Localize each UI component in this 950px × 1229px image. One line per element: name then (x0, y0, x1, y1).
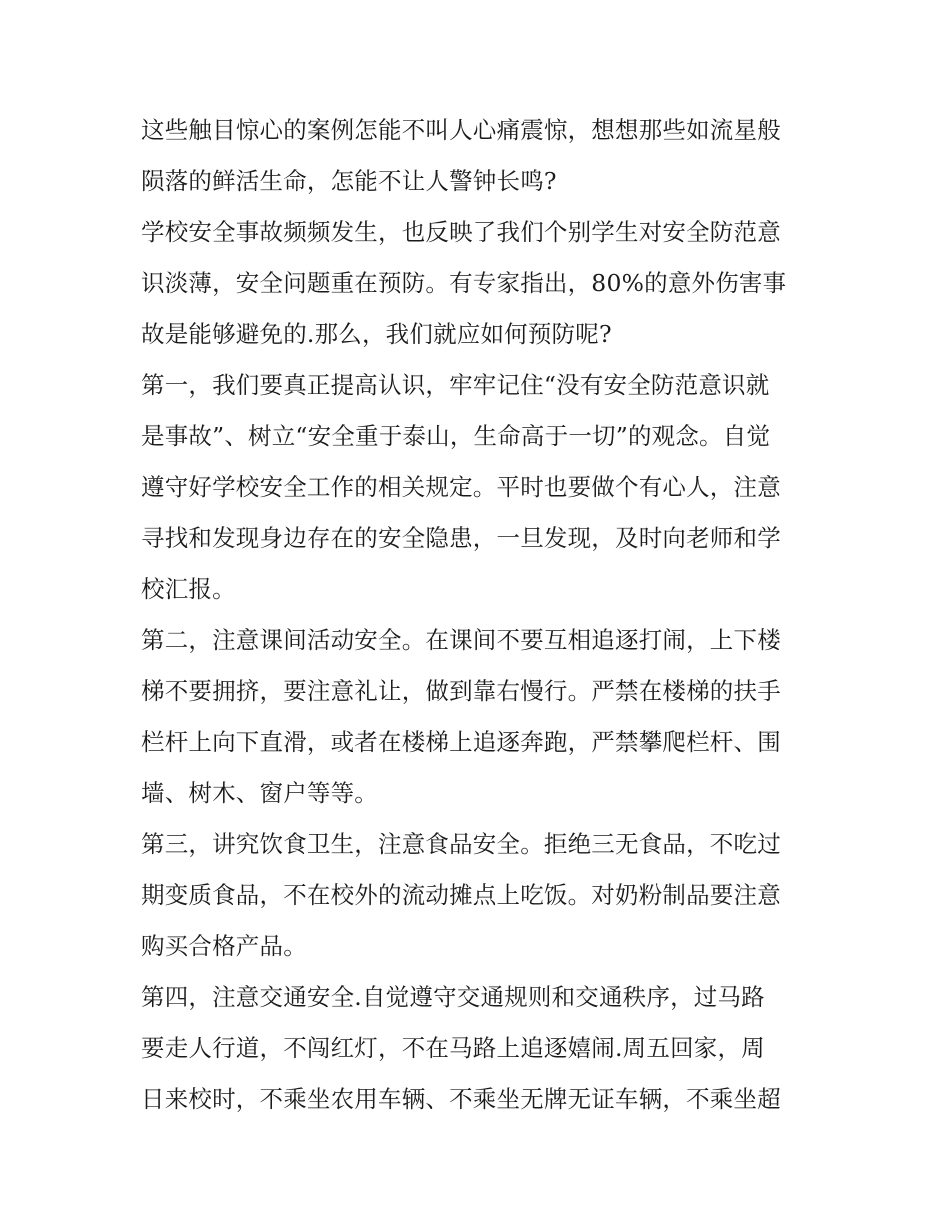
text-line: 第一，我们要真正提高认识，牢牢记住“没有安全防范意识就 (141, 371, 770, 399)
text-line: 这些触目惊心的案例怎能不叫人心痛震惊，想想那些如流星般 (141, 116, 781, 144)
text-line: 遵守好学校安全工作的相关规定。平时也要做个有心人，注意 (141, 473, 781, 501)
text-line: 要走人行道，不闯红灯，不在马路上追逐嬉闹.周五回家，周 (141, 1034, 765, 1062)
text-line: 第四，注意交通安全.自觉遵守交通规则和交通秩序，过马路 (141, 983, 765, 1011)
text-line: 识淡薄，安全问题重在预防。有专家指出，80%的意外伤害事 (141, 269, 787, 297)
text-line: 日来校时，不乘坐农用车辆、不乘坐无牌无证车辆，不乘坐超 (141, 1085, 781, 1113)
text-line: 故是能够避免的.那么，我们就应如何预防呢? (141, 320, 612, 348)
text-line: 墙、树木、窗户等等。 (141, 779, 378, 807)
text-line: 是事故”、树立“安全重于泰山，生命高于一切”的观念。自觉 (141, 422, 771, 450)
text-line: 寻找和发现身边存在的安全隐患，一旦发现，及时向老师和学 (141, 524, 781, 552)
text-line: 栏杆上向下直滑，或者在楼梯上追逐奔跑，严禁攀爬栏杆、围 (141, 728, 781, 756)
text-line: 第二，注意课间活动安全。在课间不要互相追逐打闹，上下楼 (141, 626, 781, 654)
text-line: 校汇报。 (141, 575, 236, 603)
text-line: 购买合格产品。 (141, 932, 307, 960)
text-line: 陨落的鲜活生命，怎能不让人警钟长鸣? (141, 167, 557, 195)
text-line: 学校安全事故频频发生，也反映了我们个别学生对安全防范意 (141, 218, 781, 246)
text-line: 期变质食品，不在校外的流动摊点上吃饭。对奶粉制品要注意 (141, 881, 781, 909)
text-line: 梯不要拥挤，要注意礼让，做到靠右慢行。严禁在楼梯的扶手 (141, 677, 781, 705)
text-line: 第三，讲究饮食卫生，注意食品安全。拒绝三无食品，不吃过 (141, 830, 781, 858)
body-text (141, 105, 811, 1125)
